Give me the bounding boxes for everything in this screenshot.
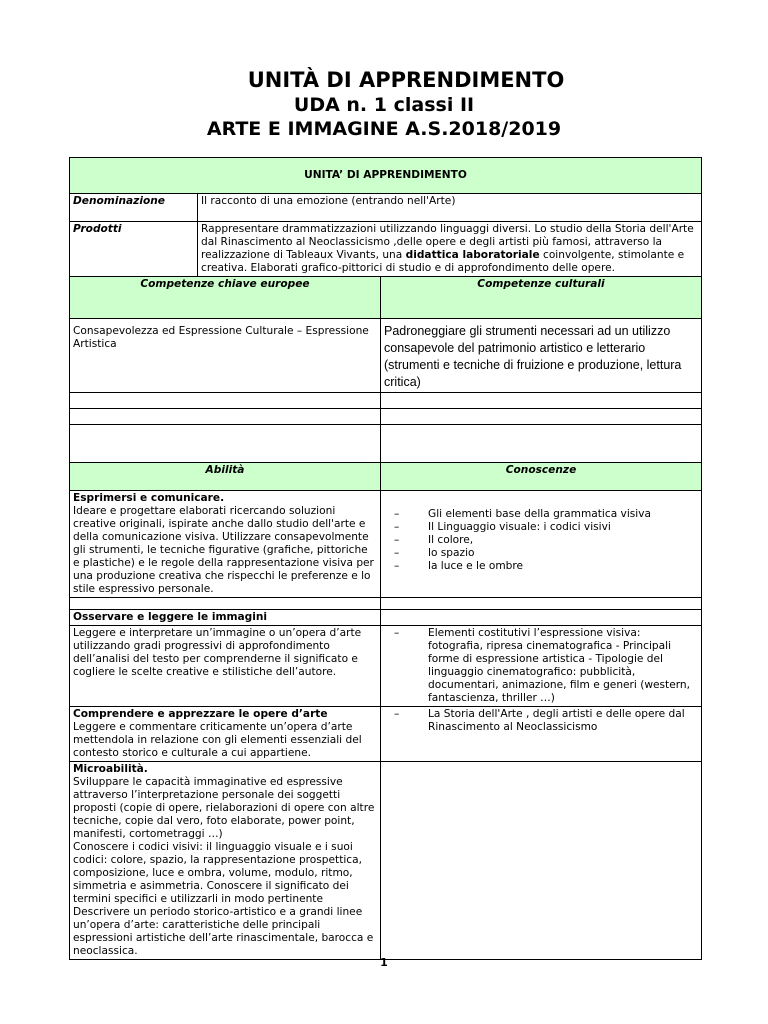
- denominazione-row: [70, 194, 702, 222]
- section1-title: Esprimersi e comunicare.: [73, 492, 225, 504]
- section3-conoscenze: [381, 707, 702, 762]
- section2-title: Osservare e leggere le immagini: [70, 610, 381, 626]
- competenze-chiave-value: Consapevolezza ed Espressione Culturale – Espressione Artistica: [70, 319, 381, 393]
- uda-table: [69, 157, 702, 960]
- section1-abilita: [70, 491, 381, 598]
- section4-title: Microabilità.: [73, 763, 148, 775]
- document-title: UNITÀ DI APPRENDIMENTO: [247, 68, 565, 92]
- prodotti-value: [198, 222, 702, 277]
- competenze-culturali-label: Competenze culturali: [381, 277, 702, 319]
- list-item: – Il Linguaggio visuale: i codici visivi: [428, 521, 698, 534]
- section3-title: Comprendere e apprezzare le opere d’arte: [73, 708, 328, 720]
- conoscenze-label: Conoscenze: [381, 463, 702, 491]
- empty-row: [70, 409, 702, 425]
- document-subtitle: UDA n. 1 classi II: [293, 94, 475, 116]
- prodotti-text-2: coinvolgente, stimolante e creativa. Elaborati grafico-pittorici di studio e di approfondimento delle opere.: [201, 249, 685, 274]
- list-item: – Gli elementi base della grammatica visiva: [428, 508, 698, 521]
- list-item: – Elementi costitutivi l’espressione visiva: fotografia, ripresa cinematografica - Principali forme di espressione artistica - Tipologie del linguaggio cinematografico: pubblicità, documentari, animazione, film e generi (western, fantascienza, thriller …): [428, 627, 698, 705]
- list-item: – La Storia dell'Arte , degli artisti e delle opere dal Rinascimento al Neoclassicismo: [428, 708, 698, 734]
- section3-knowledge-list: [384, 708, 698, 734]
- section2-row: [70, 626, 702, 707]
- denominazione-value: Il racconto di una emozione (entrando nell'Arte): [198, 194, 702, 222]
- section2-conoscenze: [381, 626, 702, 707]
- section1-text: Ideare e progettare elaborati ricercando soluzioni creative originali, ispirate anche dallo studio dell'arte e della comunicazione visiva. Utilizzare consapevolmente gli strumenti, le tecniche figurative (grafiche, pittoriche e plastiche) e le regole della rappresentazione visiva per una produzione creativa che rispecchi le preferenze e lo stile espressivo personale.: [73, 505, 374, 595]
- competenze-header-row: [70, 277, 702, 319]
- list-item: – lo spazio: [428, 547, 698, 560]
- empty-row: [70, 598, 702, 610]
- competenze-row: [70, 319, 702, 393]
- section4-text: Sviluppare le capacità immaginative ed espressive attraverso l’interpretazione personale dei soggetti proposti (copie di opere, rielaborazioni di opere con altre tecniche, copie dal vero, foto elaborate, power point, manifesti, cortometraggi …) Conoscere i codici visivi: il linguaggio visuale e i suoi codici: colore, spazio, la rappresentazione prospettica, composizione, luce e ombra, volume, modulo, ritmo, simmetria e asimmetria. Conoscere il significato dei termini specifici e utilizzarli in modo pertinente Descrivere un periodo storico-artistico e a grandi linee un’opera d’arte: caratteristiche delle principali espressioni artistiche dell’arte rinascimentale, barocca e neoclassica.: [73, 776, 375, 957]
- section4-abilita: [70, 762, 381, 960]
- empty-row: [70, 425, 702, 463]
- prodotti-text-1: Rappresentare drammatizzazioni utilizzando linguaggi diversi. Lo studio della Storia dell'Arte dal Rinascimento al Neoclassicismo ,delle opere e degli artisti più famosi, attraverso la realizzazione di Tableaux Vivants, una: [201, 223, 694, 261]
- abilita-label: Abilità: [70, 463, 381, 491]
- section1-conoscenze: [381, 491, 702, 598]
- denominazione-label: Denominazione: [70, 194, 198, 222]
- abilita-header-row: [70, 463, 702, 491]
- list-item: – la luce e le ombre: [428, 560, 698, 573]
- document-course: ARTE E IMMAGINE A.S.2018/2019: [206, 118, 562, 140]
- section1-knowledge-list: [384, 508, 698, 573]
- section3-row: [70, 707, 702, 762]
- empty-row: [70, 393, 702, 409]
- competenze-chiave-label: Competenze chiave europee: [70, 277, 381, 319]
- page-number: 1: [380, 956, 388, 969]
- prodotti-text-bold: didattica laboratoriale: [405, 249, 540, 261]
- section3-abilita: [70, 707, 381, 762]
- table-heading: UNITA’ DI APPRENDIMENTO: [70, 158, 702, 194]
- prodotti-row: [70, 222, 702, 277]
- prodotti-label: Prodotti: [70, 222, 198, 277]
- list-item: – Il colore,: [428, 534, 698, 547]
- section2-text: Leggere e interpretare un’immagine o un’opera d’arte utilizzando gradi progressivi di approfondimento dell’analisi del testo per comprenderne il significato e cogliere le scelte creative e stilistiche dell’autore.: [70, 626, 381, 707]
- table-heading-row: [70, 158, 702, 194]
- section1-row: [70, 491, 702, 598]
- section3-text: Leggere e commentare criticamente un’opera d’arte mettendola in relazione con gli elementi essenziali del contesto storico e culturale a cui appartiene.: [73, 721, 362, 759]
- section2-knowledge-list: [384, 627, 698, 705]
- section4-row: [70, 762, 702, 960]
- section2-header-row: [70, 610, 702, 626]
- competenze-culturali-value: Padroneggiare gli strumenti necessari ad un utilizzo consapevole del patrimonio artistico e letterario (strumenti e tecniche di fruizione e produzione, lettura critica): [381, 319, 702, 393]
